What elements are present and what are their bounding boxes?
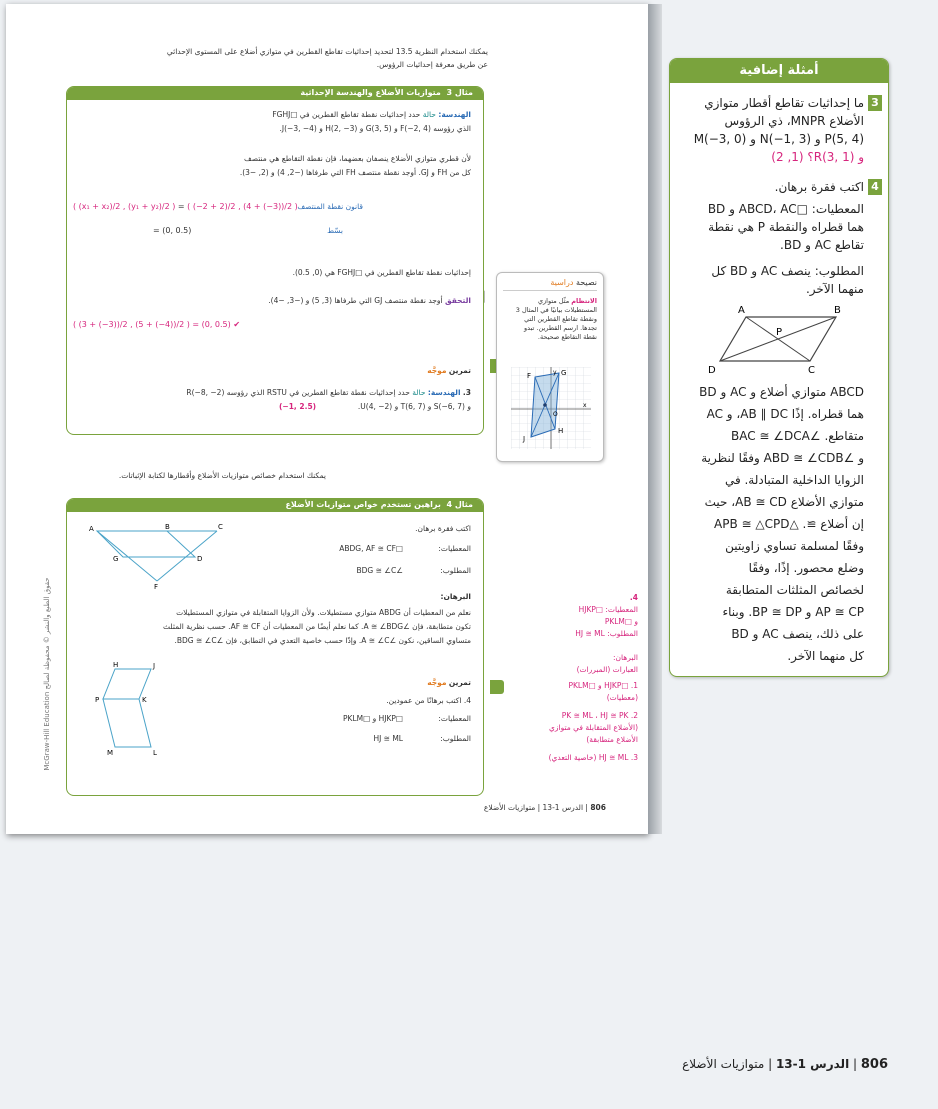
bottom-footer: 806 | الدرس 1-13 | متوازيات الأضلاع — [682, 1057, 888, 1072]
practice-4-given-label: المعطيات: — [438, 714, 471, 723]
ex4-proof-line: تكون متطابقة، فإن ∠A ≅ ∠BDG. كما نعلم أيضًا من المعطيات أن AF ≅ CF. حسب نظرية المثلث — [163, 622, 471, 631]
tip-label: H — [558, 427, 564, 435]
sb-q4-given: المعطيات: □ABCD، AC و BD — [707, 202, 864, 216]
bottom-lesson: الدرس 1-13 — [775, 1057, 850, 1071]
example-num-4: 4 — [868, 179, 882, 195]
tip-divider — [503, 290, 597, 291]
intro-line-2: عن طريق معرفة إحداثيات الرؤوس. — [376, 60, 488, 69]
side-credit: حقوق الطبع والنشر © محفوظة لصالح McGraw-Hill Education — [43, 577, 51, 771]
sb-q4-given: هما قطراه والنقطة P هي نقطة — [708, 220, 864, 234]
study-tip-title-a: نصيحة — [575, 278, 597, 287]
ex3-q-line2: الذي رؤوسه F(−2, 4) و G(3, 5) و H(2, −3) و J(−3, −4). — [279, 124, 471, 133]
ex3-solution-2: كل من FH و GJ. أوجد نقطة منتصف FH التي طرفاها (−2, 4) و (2, −3). — [239, 168, 471, 177]
page-footer: 806 | الدرس 1-13 | متوازيات الأضلاع — [483, 803, 606, 812]
sb-q4-answer: متوازي الأضلاع AB ≅ CD، حيث — [704, 495, 864, 509]
simplify-label: بسّط — [327, 226, 343, 235]
intro-line-1: يمكنك استخدام النظرية 13.5 لتحديد إحداثيات تقاطع القطرين في متوازي أضلاع على المستوى الإحداثي — [166, 47, 488, 56]
ex4-fig-label: G — [113, 555, 119, 563]
guided-practice-tab-2 — [490, 680, 504, 694]
example-4-header — [67, 499, 483, 512]
sb-q4-answer: إن أضلاع ≅. △APB ≅ △CPD — [714, 517, 864, 531]
practice-3-label-a: تمرين — [448, 366, 471, 375]
ex4-given-label: المعطيات: — [438, 544, 471, 553]
sb-q4-answer: هما قطراه. إذًا AB ∥ DC، و AC — [706, 407, 864, 421]
p4-fig-label: P — [95, 696, 100, 704]
practice-3-label-b: موجَّه — [427, 366, 447, 375]
ex3-solution-1: لأن قطري متوازي الأضلاع ينصفان بعضهما، فإن نقطة التقاطع هي منتصف — [243, 154, 471, 163]
sb-q4-line: اكتب فقرة برهان. — [774, 180, 864, 194]
ex4-proof-line: متساوي الساقين، نكون ∠A ≅ ∠C. وإذًا حسب خاصية التعدي في التطابق، فإن ∠BDG ≅ ∠C. — [174, 636, 471, 645]
ex4-prove: ∠BDG ≅ ∠C — [356, 566, 403, 575]
tip-body-line: تجدها. ارسم القطرين. تبدو — [524, 324, 597, 332]
tip-lead: الانتظام — [571, 297, 597, 305]
check-formula: ( (3 + (−3))/2 , (5 + (−4))/2 ) = (0, 0.5) ✔ — [73, 320, 241, 329]
tip-label: x — [583, 402, 587, 409]
sb-q4-answer: ABCD متوازي أضلاع و AC و BD — [699, 385, 864, 399]
answers-4-line: (معطيات) — [606, 693, 638, 702]
ex3-q-label: الهندسة: — [438, 110, 471, 119]
tip-body-line: مثّل متوازي — [537, 297, 570, 305]
tip-body-line: نقطة التقاطع صحيحة. — [537, 333, 597, 341]
p4-fig-label: H — [113, 661, 119, 669]
ex3-q-tag: حالة — [422, 110, 436, 119]
sb-q4-given: تقاطع AC و BD. — [780, 238, 864, 252]
example-4-label: مثال 4 — [446, 500, 473, 509]
example-3-box — [66, 86, 484, 435]
answers-4-line: المعطيات: □HJKP — [578, 605, 638, 614]
tip-body-line: المستطيلات بيانيًا في المثال 3 — [515, 306, 597, 314]
side-credit-wrap — [43, 544, 53, 804]
ex4-fig-label: C — [218, 523, 223, 531]
sb-parallelogram-figure — [706, 303, 846, 375]
practice-3-line1: حدد إحداثيات نقطة تقاطع القطرين في RSTU الذي رؤوسه R(−8, −2) — [186, 388, 410, 397]
tip-label: F — [527, 372, 532, 380]
practice-4-given: □HJKP و □PKLM — [343, 714, 403, 723]
study-tip-box — [496, 272, 604, 462]
sb-q4-prove: منهما الآخر. — [805, 282, 864, 296]
practice-3-q-label: الهندسة: — [427, 388, 461, 397]
sb-q3-line: M(−3, 0) و N(−1, 3) و P(5, 4) — [693, 132, 864, 146]
example-3-label: مثال 3 — [446, 88, 473, 97]
sb-q4-answer: وضلع محصور. إذًا، وفقًا — [748, 561, 864, 575]
answers-4-line: 1. □HJKP و □PKLM — [568, 681, 638, 690]
practice-3-answer: (−1, 2.5) — [279, 402, 317, 411]
intro-2: يمكنك استخدام خصائص متوازيات الأضلاع وأقطارها لكتابة الإثباتات. — [118, 471, 326, 480]
answers-4-line: العبارات (المبررات) — [576, 665, 638, 674]
study-tip-title-b: دراسية — [550, 278, 574, 287]
sb-q4-answer: على ذلك، ينصف AC و BD — [731, 627, 864, 641]
p4-fig-label: J — [153, 662, 156, 670]
page-gutter — [648, 4, 662, 834]
bottom-title: متوازيات الأضلاع — [682, 1057, 765, 1071]
practice-3-num: 3. — [462, 388, 471, 397]
ex4-fig-label: F — [154, 583, 159, 589]
answers-4-line: (الأضلاع المتقابلة في متوازي — [549, 723, 638, 732]
sb-q3-line: و R(3, 1)؟ (1, 2) — [771, 150, 864, 164]
sb-q4-answer: متقاطع. ∠BAC ≅ ∠DCA — [731, 429, 864, 443]
midpoint-result: = (0, 0.5) — [153, 226, 192, 235]
sb-fig-label: A — [738, 305, 745, 316]
sb-q4-answer: لخصائص المثلثات المتطابقة — [725, 583, 864, 597]
ex4-prove-label: المطلوب: — [440, 566, 471, 575]
answers-4-line: البرهان: — [612, 653, 638, 662]
ex4-fig-label: D — [197, 555, 203, 563]
tip-label: O — [553, 411, 558, 418]
sb-fig-label: B — [834, 305, 841, 316]
sb-q4-answer: كل منهما الآخر. — [787, 649, 864, 663]
textbook-page — [6, 4, 648, 834]
ex4-figure — [87, 521, 227, 589]
additional-examples-title: أمثلة إضافية — [739, 63, 819, 78]
sb-q4-prove: المطلوب: ينصف AC و BD كل — [711, 264, 864, 278]
answers-4-line: و □PKLM — [604, 617, 638, 626]
practice-3-line2: و S(−6, 7) و T(6, 7) و U(4, −2). — [357, 402, 471, 411]
ex3-conclusion: إحداثيات نقطة تقاطع القطرين في □FGHJ هي (0, 0.5). — [292, 268, 471, 277]
example-4-box — [66, 498, 484, 796]
tip-label: G — [561, 369, 567, 377]
additional-examples-panel — [669, 58, 889, 677]
bottom-page-num: 806 — [860, 1057, 888, 1072]
practice-4-label-b: موجَّه — [427, 678, 447, 687]
practice-4-label-a: تمرين — [448, 678, 471, 687]
answers-4-line: المطلوب: HJ ≅ ML — [575, 629, 638, 638]
sb-q4-answer: AP ≅ CP و BP ≅ DP. وبناء — [722, 605, 864, 619]
answers-4-line: الأضلاع متطابقة) — [586, 735, 638, 744]
check-label: التحقق — [444, 296, 471, 305]
ex4-proof-line: نعلم من المعطيات أن ABDG متوازي مستطيلات. ولأن الزوايا المتقابلة في متوازي المستطيلات — [176, 608, 471, 617]
practice-4-prove-label: المطلوب: — [440, 734, 471, 743]
check-text: أوجد نقطة منتصف GJ التي طرفاها (3, 5) و (−3, −4). — [268, 296, 443, 305]
ex4-fig-label: A — [89, 525, 94, 533]
practice-3-q-tag: حالة — [412, 388, 426, 397]
practice-4-task: 4. اكتب برهانًا من عمودين. — [386, 696, 471, 705]
example-4-title: براهين تستخدم خواص متوازيات الأضلاع — [285, 500, 441, 509]
p4-fig-label: L — [153, 749, 157, 757]
sb-q4-answer: و ∠ABD ≅ ∠CDB وفقًا لنظرية — [701, 451, 864, 465]
sb-q3-line: ما إحداثيات تقاطع أقطار متوازي — [704, 96, 864, 110]
ex4-proof-label: البرهان: — [440, 592, 471, 601]
p4-fig-label: M — [107, 749, 114, 757]
example-3-header — [67, 87, 483, 100]
answers-4-line: 3. HJ ≅ ML (خاصية التعدي) — [548, 753, 638, 762]
tip-label: J — [523, 435, 526, 443]
tip-body-line: ونقطة تقاطع القطرين التي — [524, 315, 597, 323]
sb-fig-label: C — [808, 365, 815, 375]
sb-q3-line: الأضلاع MNPR، ذي الرؤوس — [724, 114, 864, 128]
answers-4-line: 2. PK ≅ ML ، HJ ≅ PK — [561, 711, 638, 720]
sb-fig-label: P — [776, 327, 783, 338]
midpoint-formula-label: قانون نقطة المنتصف — [297, 202, 363, 211]
ex4-given: □ABDG, AF ≅ CF — [339, 544, 403, 553]
example-num-3: 3 — [868, 95, 882, 111]
answers-4-num: 4. — [629, 593, 638, 602]
additional-examples-header — [670, 59, 888, 83]
ex3-q-line1: حدد إحداثيات نقطة تقاطع القطرين في □FGHJ — [272, 110, 421, 119]
sb-fig-label: D — [708, 365, 716, 375]
midpoint-formula-general: ( (x₁ + x₂)/2 , (y₁ + y₂)/2 ) = ( (−2 + 2)/2 , (4 + (−3))/2 ) — [73, 202, 298, 211]
example-3-title: متوازيات الأضلاع والهندسة الإحداثية — [300, 88, 441, 97]
tip-pointer — [484, 290, 493, 310]
practice-4-prove: HJ ≅ ML — [373, 734, 403, 743]
sb-q4-answer: وفقًا لمسلمة تساوي زاويتين — [725, 539, 864, 553]
tip-coordinate-graph — [511, 367, 591, 449]
sb-q4-answer: الزوايا الداخلية المتبادلة. في — [724, 473, 864, 487]
ex4-fig-label: B — [165, 523, 170, 531]
tip-label: y — [553, 369, 557, 376]
p4-fig-label: K — [142, 696, 147, 704]
ex4-task: اكتب فقرة برهان. — [415, 524, 471, 533]
practice-4-figure — [95, 661, 165, 757]
